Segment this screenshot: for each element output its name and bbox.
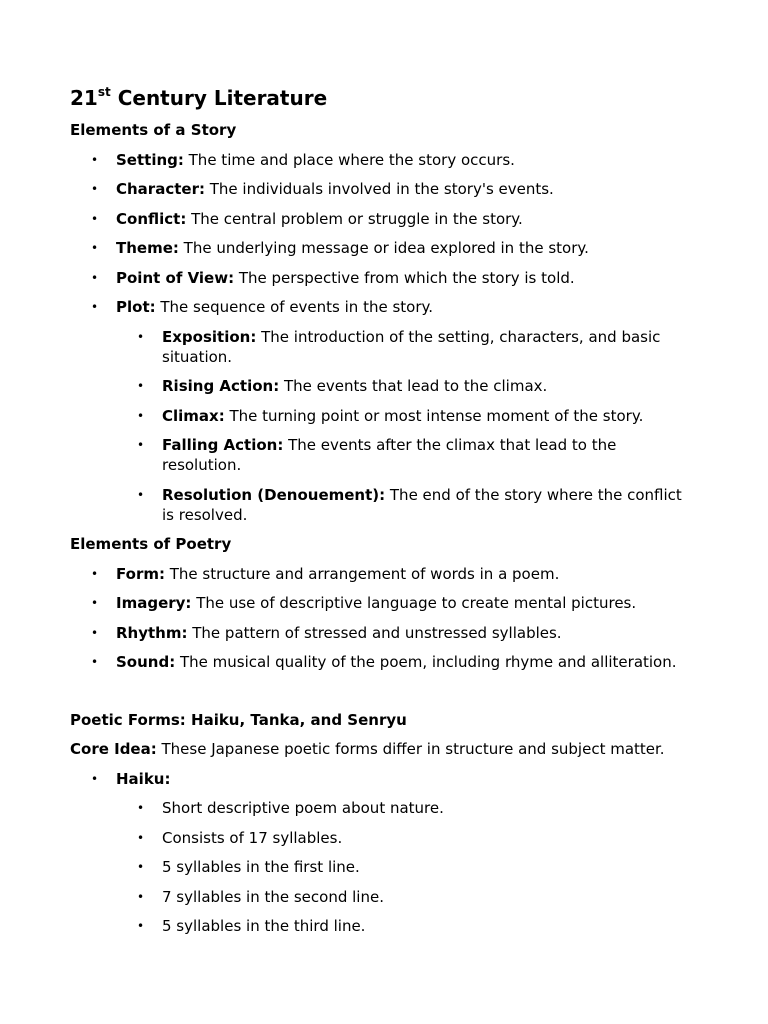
core-idea-label: Core Idea: — [70, 740, 157, 758]
core-idea — [70, 739, 768, 759]
bullet-icon: • — [91, 152, 99, 167]
item-term: Rising Action: — [162, 377, 280, 395]
bullet-icon: • — [91, 241, 99, 255]
list-item — [116, 485, 682, 525]
list-item — [116, 798, 682, 818]
item-text: The central problem or struggle in the story. — [186, 209, 523, 228]
list-item — [70, 769, 696, 937]
item-term: Setting: — [116, 150, 184, 169]
list-item — [70, 209, 696, 229]
bullet-icon: • — [91, 211, 99, 226]
bullet-icon: • — [137, 438, 145, 452]
item-text: The underlying message or idea explored in the story. — [178, 239, 589, 257]
item-text: 5 syllables in the third line. — [162, 917, 366, 935]
item-text: The turning point or most intense moment of the story. — [224, 406, 644, 425]
item-term: Imagery: — [116, 594, 192, 612]
bullet-icon: • — [91, 182, 99, 196]
bullet-icon: • — [137, 379, 145, 393]
forms-heading: Poetic Forms: Haiku, Tanka, and Senryu — [70, 710, 407, 729]
bullet-icon: • — [137, 487, 145, 502]
item-text: The time and place where the story occurs. — [183, 150, 515, 169]
item-term: Sound: — [116, 653, 176, 671]
haiku-label: Haiku: — [116, 769, 171, 788]
title-text: Century Literature — [110, 86, 328, 110]
bullet-icon: • — [137, 889, 145, 904]
list-item — [116, 916, 682, 936]
list-item — [70, 150, 696, 170]
list-item — [116, 327, 682, 367]
item-term: Character: — [116, 180, 205, 198]
item-text: The musical quality of the poem, including rhyme and alliteration. — [175, 653, 677, 671]
list-item — [116, 828, 682, 848]
bullet-icon: • — [91, 625, 99, 640]
forms-list — [70, 769, 768, 937]
item-text: 7 syllables in the second line. — [162, 887, 384, 906]
core-idea-text: These Japanese poetic forms differ in structure and subject matter. — [156, 740, 665, 758]
list-item — [70, 179, 696, 199]
item-term: Form: — [116, 564, 165, 583]
list-item — [116, 376, 682, 396]
plot-elements-list — [116, 327, 696, 525]
bullet-icon: • — [91, 270, 99, 285]
list-item — [116, 435, 682, 475]
item-term: Climax: — [162, 406, 225, 425]
item-term: Conflict: — [116, 209, 187, 228]
item-text: The events that lead to the climax. — [279, 377, 548, 395]
bullet-icon: • — [137, 408, 145, 423]
bullet-icon: • — [91, 596, 99, 610]
list-item — [70, 268, 696, 288]
item-text: The sequence of events in the story. — [155, 298, 433, 316]
item-text: The use of descriptive language to create mental pictures. — [191, 594, 637, 612]
list-item — [70, 593, 696, 613]
poetry-heading: Elements of Poetry — [70, 535, 232, 553]
list-item — [116, 406, 682, 426]
bullet-icon: • — [137, 860, 145, 874]
list-item — [70, 564, 696, 584]
story-heading: Elements of a Story — [70, 121, 237, 139]
list-item — [70, 623, 696, 643]
document-title — [70, 84, 768, 112]
item-text: The pattern of stressed and unstressed syllables. — [187, 623, 562, 642]
title-number: 21 — [70, 86, 98, 110]
list-item — [70, 297, 696, 525]
item-text: The events after the climax that lead to the resolution. — [162, 436, 617, 474]
poetry-elements-list — [70, 564, 768, 673]
item-text: Short descriptive poem about nature. — [162, 799, 444, 817]
item-text: The individuals involved in the story's events. — [204, 180, 554, 198]
item-text: The structure and arrangement of words in a poem. — [164, 564, 560, 583]
item-term: Point of View: — [116, 268, 235, 287]
title-superscript: st — [97, 85, 111, 100]
bullet-icon: • — [137, 919, 145, 933]
item-term: Rhythm: — [116, 623, 188, 642]
item-text: The perspective from which the story is told. — [234, 268, 575, 287]
story-elements-list — [70, 150, 768, 525]
list-item — [70, 238, 696, 258]
item-term: Exposition: — [162, 327, 257, 346]
list-item — [70, 652, 756, 672]
item-term: Falling Action: — [162, 436, 284, 454]
item-text: The end of the story where the conflict is resolved. — [162, 485, 682, 524]
bullet-icon: • — [91, 566, 99, 581]
bullet-icon: • — [137, 830, 145, 845]
list-item — [116, 887, 682, 907]
section-spacer — [70, 682, 768, 710]
list-item — [116, 857, 682, 877]
bullet-icon: • — [137, 329, 145, 344]
haiku-list — [116, 798, 696, 936]
item-text: 5 syllables in the first line. — [162, 858, 360, 876]
item-text: Consists of 17 syllables. — [162, 828, 343, 847]
bullet-icon: • — [91, 655, 99, 669]
bullet-icon: • — [91, 771, 99, 786]
bullet-icon: • — [91, 300, 99, 314]
item-term: Resolution (Denouement): — [162, 485, 386, 504]
item-text: The introduction of the setting, characters, and basic situation. — [162, 327, 661, 366]
bullet-icon: • — [137, 801, 145, 815]
item-term: Theme: — [116, 239, 179, 257]
item-term: Plot: — [116, 298, 156, 316]
